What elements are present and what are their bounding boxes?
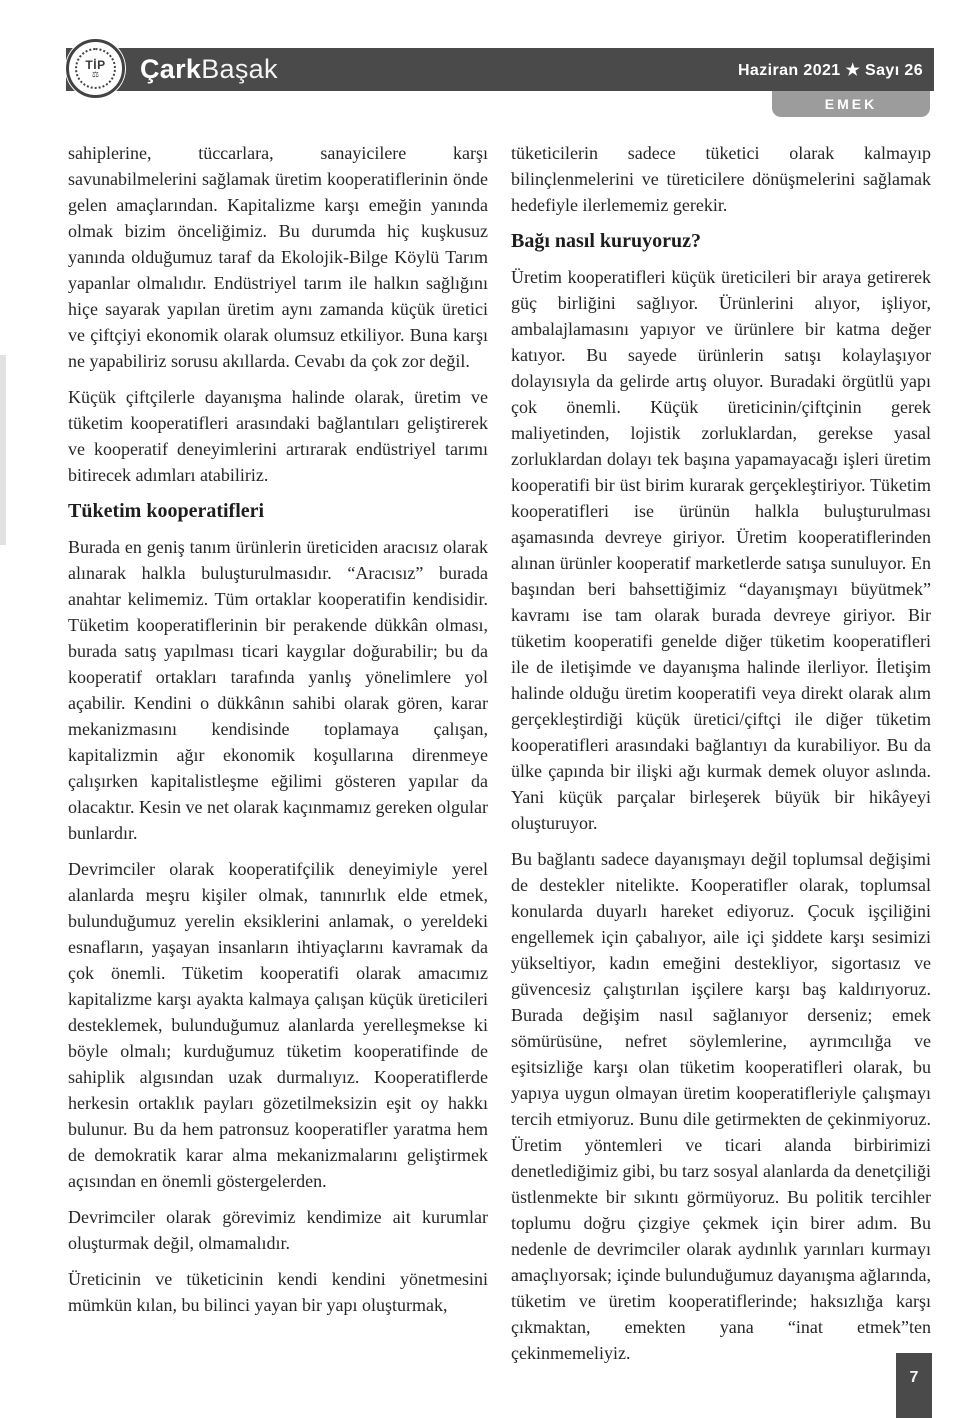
page-number-box <box>896 1353 932 1418</box>
paragraph: Üreticinin ve tüketicinin kendi kendini yönetmesini mümkün kılan, bu bilinci yayan bir yapı oluşturmak, <box>68 1269 488 1315</box>
issue-info: Haziran 2021 ★ Sayı 26 <box>737 62 923 79</box>
paragraph: Burada en geniş tanım ürünlerin üreticiden aracısız olarak alınarak halkla buluşturulmasıdır. “Aracısız” burada anahtar kelimemiz. Tüm ortaklar kooperatifin kendisidir. Tüketim kooperatiflerinin bir perakende dükkân olması, burada satış yapılması ticari kaygılar doğurabilir; bu da kooperatif ortakları tarafında yanlış yönelimlere yol açabilir. Kendini o dükkânın sahibi olarak gören, karar mekanizmasını kendisinde toplamaya çalışan, kapitalizmin ağır ekonomik koşullarına direnmeye çalışırken kapitalistleşme eğilimi gösteren yapılar da olacaktır. Kesin ve net olarak kaçınmamız gereken olgular bunlardır. <box>68 537 488 843</box>
section-heading-tuketim-kooperatifleri: Tüketim kooperatifleri <box>68 500 265 522</box>
tip-logo-emblem-icon: ⚖ <box>91 69 100 79</box>
tip-logo-text: TİP <box>85 57 106 72</box>
magazine-title-light: Başak <box>201 54 278 84</box>
paragraph: Küçük çiftçilerle dayanışma halinde olarak, üretim ve tüketim kooperatifleri arasındaki bağlantıları geliştirerek ve kooperatif deneyimlerini artırarak endüstriyel tarımı bitirecek adımları atabiliriz. <box>68 387 488 485</box>
paragraph: Devrimciler olarak kooperatifçilik deneyimiyle yerel alanlarda meşru kişiler olmak, tanınırlık elde etmek, bulunduğumuz yerelin eksiklerini anlamak, o yereldeki esnafların, yaşayan insanların ihtiyaçlarını kavramak da çok önemli. Tüketim kooperatifi olarak amacımız kapitalizme karşı ayakta kalmaya çalışan küçük üreticileri desteklemek, bulunduğumuz alanlarda yerelleşmekse ki böyle olmalı; kurduğumuz tüketim kooperatifinde de sahiplik algısından uzak durmalıyız. Kooperatiflerde herkesin ortaklık payları gözetilmeksizin eşit oy hakkı bulunur. Bu da hem patronsuz kooperatifler yaratma hem de demokratik karar alma mekanizmalarını geliştirmek açısından en önemli göstergelerden. <box>68 859 488 1191</box>
page-number: 7 <box>909 1369 919 1386</box>
paragraph: Bu bağlantı sadece dayanışmayı değil toplumsal değişimi de destekler nitelikte. Kooperatifler olarak, toplumsal konularda duyarlı hareket ediyoruz. Çocuk işçiliğini engellemek için çabalıyor, aile içi şiddete karşı sesimizi yükseltiyor, kadın emeğini destekliyor, sigortasız ve güvencesiz çalıştırılan işçilere karşı baş kaldırıyoruz. Burada değişim nasıl sağlanıyor derseniz; emek sömürüsüne, nefret söylemlerine, ayrımcılığa ve eşitsizliğe karşı olan tüketim kooperatifleri olarak, bu yapıya uygun olmayan üretim kooperatifleriyle çalışmayı tercih etmiyoruz. Bunu dile getirmekten de çekinmiyoruz. Üretim yöntemleri ve ticari alanda birbirimizi denetlediğimiz gibi, bu tarz sosyal alanlarda da denetçiliği üstlenmekte bir sıkıntı görmüyoruz. Bu politik tercihler toplumu doğru çizgiye çekmek için birer adım. Bu nedenle de devrimciler olarak aydınlık yarınları kurmayı amaçlıyorsak; içinde bulunduğumuz dayanışma ağlarında, tüketim ve üretim kooperatiflerinde; haksızlığa karşı çıkmaktan, emekten yana “inat etmek”ten çekinmemeliyiz. <box>511 849 931 1363</box>
tip-logo-wreath <box>75 48 116 89</box>
paragraph: tüketicilerin sadece tüketici olarak kalmayıp bilinçlenmelerini ve türeticilere dönüşmelerini sağlamak hedefiyle ilerlememiz gerekir. <box>511 143 931 215</box>
paragraph: sahiplerine, tüccarlara, sanayicilere karşı savunabilmelerini sağlamak üretim kooperatiflerinin önde gelen amaçlarından. Kapitalizme karşı emeğin yanında olmak bizim önceliğimiz. Bu durumda hiç kuşkusuz yanında olduğumuz taraf da Ekolojik-Bilge Köylü Tarım yapanlar olmalıdır. Endüstriyel tarım ile halkın sağlığını hiçe sayarak yapılan üretim aynı zamanda küçük üretici ve çiftçiyi ekonomik olarak olumsuz etkiliyor. Buna karşı ne yapabiliriz sorusu akıllarda. Cevabı da çok zor değil. <box>68 143 488 371</box>
left-column <box>68 140 488 1376</box>
section-badge: EMEK <box>772 91 930 117</box>
paragraph: Devrimciler olarak görevimiz kendimize ait kurumlar oluşturmak değil, olmamalıdır. <box>68 1207 488 1253</box>
paragraph: Üretim kooperatifleri küçük üreticileri bir araya getirerek güç birliğini sağlıyor. Ürünlerini alıyor, işliyor, ambalajlamasını yapıyor ve ürünlere bir katma değer katıyor. Bu sayede ürünlerin satışı kolaylaşıyor dolayısıyla da gelirde artış oluyor. Buradaki örgütlü yapı çok önemli. Küçük üreticinin/çiftçinin gerek maliyetinden, lojistik zorluklardan, gerekse yasal zorluklardan dolayı tek başına yapamayacağı işleri üretim kooperatifi bir üst birim kurarak gerçekleştiriyor. Tüketim kooperatifleri ise ürünün halkla buluşturulması aşamasında devreye giriyor. Üretim kooperatiflerinden alınan ürünler kooperatif marketlerde satışa sunuluyor. En başından beri bahsettiğimiz “dayanışmayı büyütmek” kavramı ise tam olarak burada devreye giriyor. Bir tüketim kooperatifi genelde diğer tüketim kooperatifleri ile de iletişimde ve dayanışma halinde ilerliyor. İletişim halinde olduğu üretim kooperatifi veya direkt olarak alım gerçekleştirdiği küçük üretici/çiftçi ile diğer tüketim kooperatifleri arasındaki bağlantıyı da kurabiliyor. Bu da ülke çapında bir ilişki ağı kurmak demek oluyor aslında. Yani küçük parçalar birleşerek büyük bir hikâyeyi oluşturuyor. <box>511 267 931 833</box>
section-heading-bagi-nasil-kuruyoruz: Bağı nasıl kuruyoruz? <box>511 230 702 252</box>
right-column <box>511 140 931 1376</box>
magazine-title <box>140 53 278 86</box>
left-edge-strip <box>0 355 6 545</box>
tip-logo <box>66 39 125 98</box>
magazine-title-bold: Çark <box>140 54 202 84</box>
masthead-bar <box>66 48 934 91</box>
article-body <box>68 140 932 1376</box>
